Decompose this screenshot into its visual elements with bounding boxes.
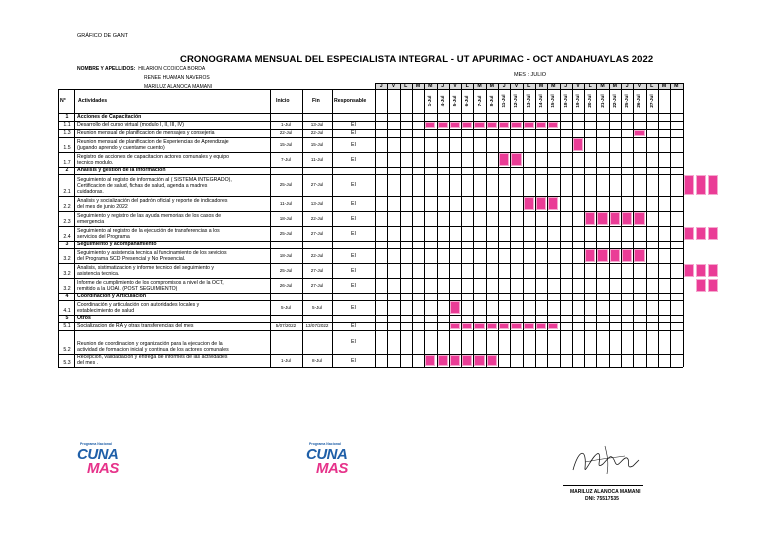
name-3: MARILUZ ALANOCA MAMANI <box>144 84 213 90</box>
gantt-bar <box>524 197 534 210</box>
row-number: 4 <box>65 293 69 299</box>
grid-line <box>498 83 499 367</box>
row-number: 2.3 <box>63 219 71 225</box>
grid-line <box>400 83 401 367</box>
gantt-bar <box>487 355 497 366</box>
day-letter: M <box>415 83 421 89</box>
document-label: GRÁFICO DE GANT <box>77 33 129 39</box>
cuna-mas-logo-center: Programa Nacional CUNA MAS <box>306 442 348 477</box>
row-number: 5.3 <box>63 360 71 366</box>
gantt-bar <box>474 323 484 329</box>
grid-line <box>332 89 333 367</box>
grid-line <box>486 83 487 367</box>
gantt-bar <box>524 323 534 329</box>
grid-line <box>609 83 610 367</box>
grid-line <box>302 89 303 367</box>
gantt-bar <box>425 355 435 366</box>
grid-line <box>74 89 75 367</box>
gantt-bar <box>425 122 435 128</box>
gantt-bar <box>696 279 706 292</box>
gantt-bar <box>696 264 706 277</box>
grid-line <box>596 83 597 367</box>
date-label: 22-Jul <box>611 94 617 108</box>
day-letter: V <box>637 83 642 89</box>
day-letter: V <box>514 83 519 89</box>
start-date: 7-Jul <box>281 156 291 162</box>
grid-line <box>58 211 683 212</box>
responsible: EI <box>351 215 356 222</box>
day-letter: M <box>538 83 544 89</box>
date-label: 4-Jul <box>439 95 445 107</box>
day-letter: V <box>576 83 580 89</box>
row-number: 2 <box>65 167 69 173</box>
date-label: 13-Jul <box>525 94 531 108</box>
gantt-bar <box>511 323 521 329</box>
activity-text: Informe de cumplimiento de los compromisos a nivel de la OCT, <box>77 280 224 286</box>
gantt-bar <box>696 175 706 195</box>
day-letter: J <box>441 83 445 89</box>
activity-text: Socializacion de RA y otras transferencias del mes <box>77 323 194 329</box>
grid-line <box>58 121 683 122</box>
gantt-bar <box>499 153 509 166</box>
end-date: 5-Jul <box>312 304 322 310</box>
row-number: 5 <box>65 315 69 321</box>
activity-text: servicios del Programa <box>77 234 130 240</box>
gantt-bar <box>585 212 595 225</box>
activity-text: Reunion mensual de planificacion de mensajes y consejeria <box>77 130 215 136</box>
start-date: 22-Jul <box>279 130 293 135</box>
gantt-bar <box>536 122 546 128</box>
row-number: 2.1 <box>63 189 71 195</box>
gantt-bar <box>634 130 644 136</box>
gantt-bar <box>622 212 632 225</box>
grid-line <box>58 226 683 227</box>
activity-text: remitido a la UOAI. (POST SEGUIMIENTO) <box>77 286 178 292</box>
end-date: 27-Jul <box>310 267 324 273</box>
gantt-bar <box>634 212 644 225</box>
activity-text: Otros <box>77 315 91 321</box>
grid-line <box>58 89 375 90</box>
gantt-bar <box>462 355 472 366</box>
day-letter: L <box>650 83 654 89</box>
start-date: 1-Jul <box>281 357 291 363</box>
day-letter: M <box>600 83 605 89</box>
end-date: 13-Jul <box>310 200 324 206</box>
end-date: 13-Jul <box>310 122 324 127</box>
gantt-bar <box>597 212 607 225</box>
grid-line <box>584 83 585 367</box>
col-header-num: N° <box>60 98 66 104</box>
row-number: 1.1 <box>63 122 71 128</box>
signature-icon <box>565 440 645 482</box>
gantt-bar <box>573 138 583 151</box>
activity-text: (jugando aprendo y cuentame cuento) <box>77 145 165 151</box>
gantt-bar <box>438 122 448 128</box>
grid-line <box>670 83 671 367</box>
date-label: 20-Jul <box>587 94 593 108</box>
signer-name: MARILUZ ALANOCA MAMANI <box>570 489 641 495</box>
start-date: 25-Jul <box>279 230 293 236</box>
activity-text: Acciones de Capacitación <box>77 114 142 120</box>
date-label: 11-Jul <box>501 94 507 108</box>
start-date: 15-Jul <box>279 141 293 147</box>
row-number: 5.1 <box>63 323 71 329</box>
gantt-bar <box>684 175 694 195</box>
activity-text: Desarrollo del curso virtual (modulo I, II, III, IV) <box>77 122 184 128</box>
grid-line <box>58 241 683 242</box>
date-label: 25-Jul <box>624 94 630 108</box>
grid-line <box>58 330 683 331</box>
responsible: EI <box>351 267 356 274</box>
activity-text: Recepcion, validadacion y entrega de informes de las actividades <box>77 354 228 360</box>
gantt-bar <box>696 227 706 240</box>
gantt-bar <box>708 264 718 277</box>
grid-line <box>58 152 683 153</box>
date-label: 5-Jul <box>451 95 457 107</box>
date-label: 12-Jul <box>513 94 519 108</box>
grid-line <box>683 83 684 367</box>
gantt-bar <box>684 264 694 277</box>
names-block <box>77 65 212 92</box>
gantt-bar <box>462 122 472 128</box>
grid-line <box>58 367 683 368</box>
end-date: 8-Jul <box>312 357 322 363</box>
responsible: EI <box>351 200 356 207</box>
row-number: 1 <box>65 114 69 120</box>
gantt-bar <box>511 122 521 128</box>
activity-text: actividad de formacion inicial y continua de los actores comunales <box>77 347 229 353</box>
start-date: 5-Jul <box>281 304 291 310</box>
date-label: 7-Jul <box>476 95 482 107</box>
gantt-bar <box>622 249 632 262</box>
end-date: 27-Jul <box>310 182 324 187</box>
grid-line <box>58 315 683 316</box>
start-date: 5/07/2022 <box>275 323 297 328</box>
day-letter: V <box>391 83 396 89</box>
gantt-bar <box>536 323 546 329</box>
activity-text: Coordinación y articulación con autoridades locales y <box>77 302 200 308</box>
activity-text: del mes . <box>77 360 99 366</box>
grid-line <box>387 83 388 367</box>
grid-line <box>412 83 413 367</box>
row-number: 3 <box>65 241 69 247</box>
responsible: EI <box>351 230 356 237</box>
gantt-bar <box>438 355 448 366</box>
gantt-bar <box>499 323 509 329</box>
day-letter: J <box>379 83 383 89</box>
date-label: 21-Jul <box>599 94 605 108</box>
responsible: EI <box>351 130 356 136</box>
date-label: 6-Jul <box>464 95 470 107</box>
grid-line <box>424 83 425 367</box>
grid-line <box>535 83 536 367</box>
grid-line <box>449 83 450 367</box>
grid-line <box>58 278 683 279</box>
day-letter: M <box>661 83 667 89</box>
grid-line <box>58 113 683 114</box>
day-letter: M <box>674 83 679 89</box>
responsible: EI <box>351 357 356 364</box>
responsible: EI <box>351 282 356 289</box>
day-letter: M <box>477 83 482 89</box>
signature-line <box>563 485 643 486</box>
gantt-bar <box>610 249 620 262</box>
row-number: 2.2 <box>63 204 71 210</box>
start-date: 1-Jul <box>281 122 291 127</box>
gantt-bar <box>610 212 620 225</box>
activity-text: Analisis y socialización del padrón oficial y reporte de indicadores <box>77 198 228 204</box>
gantt-bar <box>708 279 718 292</box>
start-date: 26-Jul <box>279 282 293 288</box>
grid-line <box>58 137 683 138</box>
grid-line <box>560 83 561 367</box>
signer-dni: DNI: 75517535 <box>585 496 619 502</box>
month-label: MES : JULIO <box>514 72 547 78</box>
date-label: 14-Jul <box>538 94 544 108</box>
grid-line <box>375 83 376 367</box>
page-title: CRONOGRAMA MENSUAL DEL ESPECIALISTA INTEGRAL - UT APURIMAC - OCT ANDAHUAYLAS 2022 <box>180 54 654 65</box>
date-label: 27-Jul <box>648 94 654 108</box>
activity-text: Registro de acciones de capacitacion actores comunales y equipo <box>77 154 229 160</box>
grid-line <box>510 83 511 367</box>
gantt-bar <box>450 355 460 366</box>
col-header-activity: Actividades <box>78 98 108 104</box>
name-1: HILARION CCOICCA BORDA <box>138 66 206 72</box>
end-date: 27-Jul <box>310 282 324 288</box>
responsible: EI <box>351 323 356 329</box>
activity-text: Certificacion de salud, fichas de salud, agenda a madres <box>77 183 208 189</box>
gantt-bar <box>597 249 607 262</box>
end-date: 22-Jul <box>310 130 324 135</box>
end-date: 22-Jul <box>310 252 324 258</box>
grid-line <box>375 83 683 84</box>
day-letter: M <box>489 83 494 89</box>
activity-text: cuidadoras. <box>77 189 104 195</box>
activity-text: Seguimiento al registo de información al ( SISTEMA INTEGRADO), <box>77 177 232 183</box>
grid-line <box>523 83 524 367</box>
gantt-bar <box>585 249 595 262</box>
grid-line <box>473 83 474 367</box>
date-label: 26-Jul <box>636 94 642 108</box>
start-date: 25-Jul <box>279 267 293 273</box>
name-2: RENEE HUAMAN NAVEROS <box>144 75 210 81</box>
day-letter: V <box>453 83 457 89</box>
date-label: 18-Jul <box>562 94 568 108</box>
gantt-bar <box>511 153 521 166</box>
day-letter: J <box>564 83 568 89</box>
start-date: 25-Jul <box>279 182 293 187</box>
row-number: 5.2 <box>63 347 71 353</box>
date-label: 19-Jul <box>574 94 580 108</box>
activity-text: emergencia <box>77 219 105 225</box>
grid-line <box>58 174 683 175</box>
grid-line <box>270 89 271 367</box>
gantt-bar <box>684 227 694 240</box>
day-letter: L <box>527 83 531 89</box>
responsible: EI <box>351 339 356 345</box>
grid-line <box>375 89 683 90</box>
start-date: 18-Jul <box>279 252 293 258</box>
col-header-end: Fin <box>312 98 320 104</box>
day-letter: J <box>625 83 629 89</box>
end-date: 11-Jul <box>310 156 324 162</box>
responsible: EI <box>351 182 356 188</box>
gantt-bar <box>487 122 497 128</box>
grid-line <box>621 83 622 367</box>
grid-line <box>58 300 683 301</box>
gantt-bar <box>499 122 509 128</box>
row-number: 1.3 <box>63 130 71 136</box>
day-letter: M <box>551 83 556 89</box>
activity-text: asistencia tecnica. <box>77 271 120 277</box>
gantt-bar <box>708 175 718 195</box>
start-date: 11-Jul <box>279 200 293 206</box>
activity-text: del Programa SCD Presencial y No Presencial. <box>77 256 186 262</box>
day-letter: M <box>612 83 617 89</box>
day-letter: J <box>502 83 506 89</box>
end-date: 22-Jul <box>310 215 324 221</box>
grid-line <box>58 167 683 168</box>
end-date: 13/07/2022 <box>305 323 329 328</box>
gantt-bar <box>548 197 558 210</box>
gantt-bar <box>708 227 718 240</box>
date-label: 8-Jul <box>488 95 494 107</box>
gantt-bar <box>536 197 546 210</box>
col-header-responsible: Responsable <box>334 98 367 104</box>
day-letter: L <box>588 83 592 89</box>
responsible: EI <box>351 304 356 311</box>
gantt-bar <box>462 323 472 329</box>
cuna-mas-logo-left: Programa Nacional CUNA MAS <box>77 442 119 477</box>
start-date: 18-Jul <box>279 215 293 221</box>
grid-line <box>437 83 438 367</box>
grid-line <box>633 83 634 367</box>
gantt-bar <box>524 122 534 128</box>
grid-line <box>461 83 462 367</box>
row-number: 3.2 <box>63 271 71 277</box>
grid-line <box>658 83 659 367</box>
activity-text: Reunion de coordinacion y organización para la ejecucion de la <box>77 341 223 347</box>
row-number: 2.4 <box>63 234 71 240</box>
grid-line <box>547 83 548 367</box>
gantt-bar <box>474 122 484 128</box>
col-header-start: Inicio <box>276 98 290 104</box>
grid-line <box>58 248 683 249</box>
gantt-bar <box>548 323 558 329</box>
gantt-bar <box>548 122 558 128</box>
end-date: 27-Jul <box>310 230 324 236</box>
activity-text: Reunion mensual de planificacion de Experiencias de Aprendizaje <box>77 139 229 145</box>
grid-line <box>58 196 683 197</box>
responsible: EI <box>351 156 356 163</box>
day-letter: M <box>428 83 433 89</box>
end-date: 15-Jul <box>310 141 324 147</box>
gantt-bar <box>450 301 460 314</box>
day-letter: L <box>465 83 469 89</box>
row-number: 4.1 <box>63 308 71 314</box>
activity-text: establecimiento de salud <box>77 308 135 314</box>
grid-line <box>572 83 573 367</box>
responsible: EI <box>351 122 356 128</box>
grid-line <box>58 89 59 367</box>
row-number: 1.7 <box>63 160 71 166</box>
grid-line <box>58 354 683 355</box>
grid-line <box>58 322 683 323</box>
date-label: 1-Jul <box>427 95 433 107</box>
gantt-bar <box>450 323 460 329</box>
activity-text: Seguimiento al registro de la ejecución de transferencias a los <box>77 228 220 234</box>
activity-text: Análisis y gestión de la información <box>77 167 166 173</box>
responsible: EI <box>351 141 356 148</box>
day-letter: L <box>404 83 408 89</box>
row-number: 3.2 <box>63 256 71 262</box>
gantt-bar <box>634 249 644 262</box>
activity-text: Analisis, sistimatizacion y informe tecnico del seguimiento y <box>77 265 214 271</box>
date-label: 15-Jul <box>550 94 556 108</box>
row-number: 1.5 <box>63 145 71 151</box>
grid-line <box>58 129 683 130</box>
activity-text: del mes de junio 2022 <box>77 204 128 210</box>
grid-line <box>646 83 647 367</box>
gantt-bar <box>487 323 497 329</box>
names-label: NOMBRE Y APELLIDOS: <box>77 66 136 72</box>
row-number: 3.2 <box>63 286 71 292</box>
activity-text: tecnico modulo. <box>77 160 114 166</box>
grid-line <box>58 293 683 294</box>
activity-text: Seguimiento y asistencia tecnica al funcinamiento de los sevicios <box>77 250 227 256</box>
grid-line <box>58 263 683 264</box>
activity-text: Seguimiento y acompañamiento <box>77 241 157 247</box>
activity-text: Coordinación y Articulación <box>77 293 146 299</box>
responsible: EI <box>351 252 356 259</box>
activity-text: Seguimiento y registro de las ayuda memorias de los casos de <box>77 213 222 219</box>
gantt-bar <box>450 122 460 128</box>
gantt-bar <box>474 355 484 366</box>
